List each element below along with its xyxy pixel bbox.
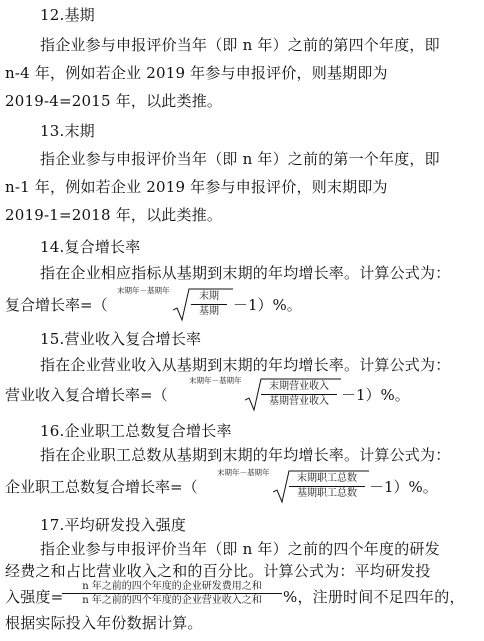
formula-17-fraction xyxy=(62,580,282,607)
formula-16-fraction xyxy=(289,472,365,501)
section-17-line-1: 指企业参与申报评价当年（即 n 年）之前的四个年度的研发 xyxy=(40,540,440,558)
formula-14-numerator: 末期 xyxy=(191,290,227,305)
section-12-heading: 12.基期 xyxy=(40,6,95,24)
formula-16-denominator: 基期职工总数 xyxy=(297,488,357,499)
formula-15-denominator: 基期营业收入 xyxy=(269,396,329,407)
section-13-line-1: 指企业参与申报评价当年（即 n 年）之前的第一个年度，即 xyxy=(40,150,440,168)
section-12-line-1: 指企业参与申报评价当年（即 n 年）之前的第四个年度，即 xyxy=(40,36,440,54)
section-14-line-1: 指在企业相应指标从基期到末期的年均增长率。计算公式为： xyxy=(40,264,451,282)
formula-15-fraction xyxy=(261,380,337,409)
section-14-heading: 14.复合增长率 xyxy=(40,238,141,256)
formula-16-tail: －1）%。 xyxy=(369,478,438,496)
formula-15-lhs: 营业收入复合增长率=（ xyxy=(5,386,168,404)
section-15-heading: 15.营业收入复合增长率 xyxy=(40,330,202,348)
formula-14-lhs: 复合增长率=（ xyxy=(5,296,108,314)
formula-14-tail: －1）%。 xyxy=(233,296,302,314)
formula-15-tail: －1）%。 xyxy=(341,386,410,404)
formula-15-numerator: 末期营业收入 xyxy=(261,380,337,395)
section-12-line-3: 2019-4=2015 年，以此类推。 xyxy=(5,92,223,110)
formula-15 xyxy=(5,374,465,414)
section-17-avg-tail: %，注册时间不足四年的， xyxy=(283,588,465,606)
section-13-heading: 13.末期 xyxy=(40,122,95,140)
formula-17-numerator: n 年之前的四个年度的企业研发费用之和 xyxy=(62,580,282,594)
formula-14-root-index: 末期年－基期年 xyxy=(117,286,170,295)
section-16-line-1: 指在企业职工总数从基期到末期的年均增长率。计算公式为： xyxy=(40,446,451,464)
section-12-line-2: n-4 年，例如若企业 2019 年参与申报评价，则基期即为 xyxy=(5,64,388,82)
formula-14-fraction xyxy=(191,290,227,319)
formula-14 xyxy=(5,284,465,324)
formula-15-root-index: 末期年－基期年 xyxy=(189,376,242,385)
formula-16-numerator: 末期职工总数 xyxy=(289,472,365,487)
section-17-heading: 17.平均研发投入强度 xyxy=(40,516,187,534)
section-15-line-1: 指在企业营业收入从基期到末期的年均增长率。计算公式为： xyxy=(40,356,451,374)
section-16-heading: 16.企业职工总数复合增长率 xyxy=(40,422,232,440)
formula-14-denominator: 基期 xyxy=(199,306,219,317)
section-17-line-2: 经费之和占比营业收入之和的百分比。计算公式为：平均研发投 xyxy=(5,562,431,580)
section-17-last-line: 根据实际投入年份数据计算。 xyxy=(5,614,203,632)
formula-17-denominator: n 年之前的四个年度的企业营业收入之和 xyxy=(82,595,262,606)
section-17-avg-lhs: 入强度= xyxy=(5,588,64,606)
formula-16-lhs: 企业职工总数复合增长率=（ xyxy=(5,478,198,496)
formula-16 xyxy=(5,466,475,506)
formula-16-root-index: 末期年－基期年 xyxy=(217,468,270,477)
section-13-line-3: 2019-1=2018 年，以此类推。 xyxy=(5,206,223,224)
section-13-line-2: n-1 年，例如若企业 2019 年参与申报评价，则末期即为 xyxy=(5,178,388,196)
